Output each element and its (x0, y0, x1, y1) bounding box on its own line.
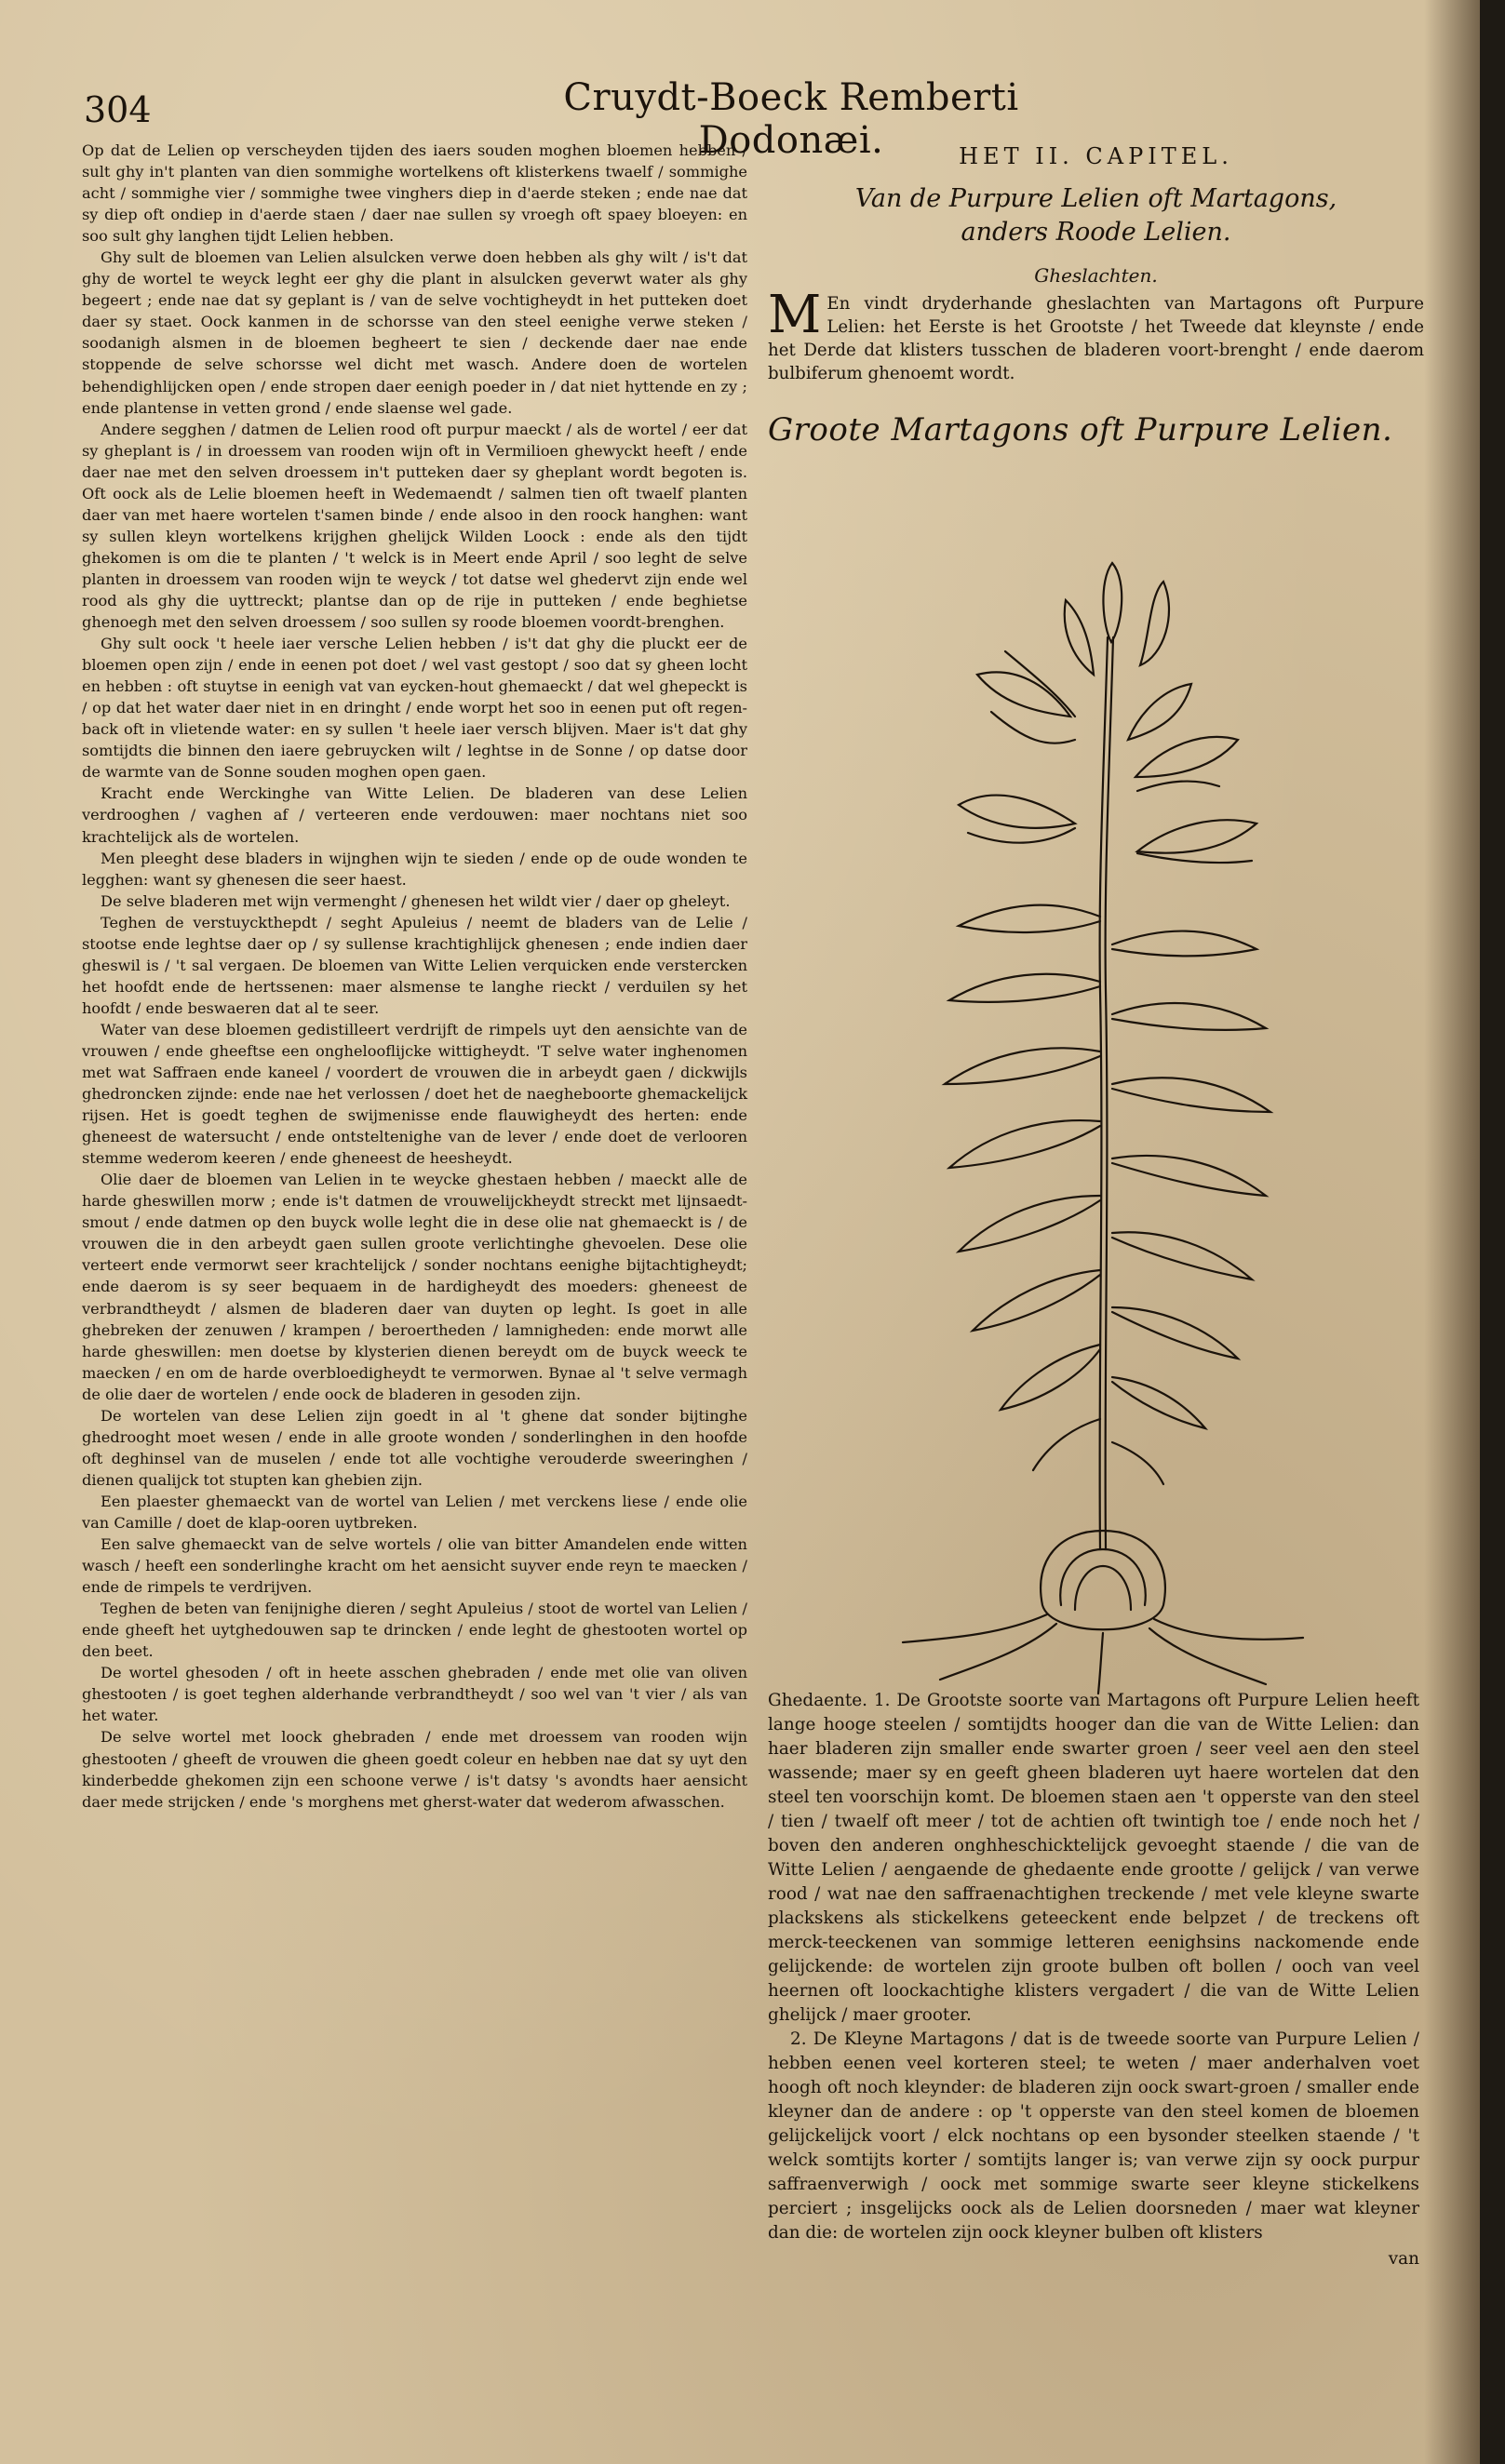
running-head: Cruydt-Boeck Remberti Dodonæi. (563, 76, 1019, 162)
paragraph: Ghy sult de bloemen van Lelien alsulcken verwe doen hebben als ghy wilt / is't dat ghy de wortel te weyck leght eer ghy die plant in alsulcken geverwt water als ghy begeert ; ende nae dat sy geplant is / van de selve vochtigheydt in het putteken doet daer sy staet. Oock kanmen in de schorsse van den steel eenighe verwe steken / soodanigh alsmen in de bloemen begheert te sien / deckende daer nae ende stoppende de selve schorsse wel dicht met wasch. Andere doen de wortelen behendighlijcken open / ende stropen daer eenigh poeder in / dat niet hyttende en zy ; ende plantense in vetten grond / ende slaense wel gade. (82, 248, 747, 417)
paragraph: De wortelen van dese Lelien zijn goedt in al 't ghene dat sonder bijtinghe ghedrooght moet wesen / ende in alle groote wonden / sonderlinghen in den hoofde oft deghinsel van de muselen / ende tot alle vochtighe verouderde sweeringhen / dienen qualijck tot stupten kan ghebien zijn. (82, 1406, 747, 1489)
paragraph: Teghen de verstuyckthepdt / seght Apuleius / neemt de bladers van de Lelie / stootse ende leghtse daer op / sy sullense krachtighlijck ghenesen ; ende indien daer gheswil is / 't sal vergaen. De bloemen van Witte Lelien verquicken ende verstercken het hoofdt ende de hertssenen: maer alsmense te langhe rieckt / verduilen sy het hoofdt / ende beswaeren dat al te seer. (82, 913, 747, 1017)
intro-text: En vindt dryderhande gheslachten van Martagons oft Purpure Lelien: het Eerste is het Grootste / het Tweede dat kleynste / ende het Derde dat klisters tusschen de bladeren voort-brenght / ende daerom bulbiferum ghenoemt wordt. (768, 294, 1424, 383)
paragraph: 2. De Kleyne Martagons / dat is de tweede soorte van Purpure Lelien / hebben eenen veel korteren steel; te weten / maer anderhalven voet hoogh oft noch kleynder: de bladeren zijn oock swart-groen / smaller ende kleyner dan de andere : op 't opperste van den steel komen de bloemen gelijckelijck voort / elck nochtans op een bysonder steelken staende / 't welck somtijts korter / somtijts langer is; van verwe zijn sy oock purpur saffraenverwigh / oock met sommige swarte seer kleyne stickelkens perciert ; insgelijcks oock als de Lelien doorsneden / maer wat kleyner dan die: de wortelen zijn oock kleyner bulben oft klisters (768, 2029, 1419, 2243)
right-text-column (768, 140, 1424, 2269)
paragraph: Ghy sult oock 't heele iaer versche Lelien hebben / is't dat ghy die pluckt eer de bloemen open zijn / ende in eenen pot doet / wel vast gestopt / soo dat sy gheen locht en hebben : oft stuytse in eenigh vat van eycken-hout ghemaeckt / dat wel ghepeckt is / op dat het water daer niet in en dringht / ende worpt het soo in eenen put oft regen-back oft in vlietende water: en sy sullen 't heele iaer versch blijven. Maer is't dat ghy somtijdts die binnen den iaere gebruycken wilt / leghtse in de Sonne / op datse door de warmte van de Sonne souden moghen open gaen. (82, 635, 747, 782)
paragraph: Een salve ghemaeckt van de selve wortels / olie van bitter Amandelen ende witten wasch / heeft een sonderlinghe kracht om het aensicht suyver ende reyn te maecken / ende de rimpels te verdrijven. (82, 1535, 747, 1597)
drop-cap: M (768, 285, 822, 345)
chapter-title-line: anders Roode Lelien. (961, 218, 1231, 247)
section-label: Gheslachten. (1034, 264, 1158, 287)
paragraph: Men pleeght dese bladers in wijnghen wijn te sieden / ende op de oude wonden te legghen: want sy ghenesen die seer haest. (82, 849, 747, 889)
paragraph: De selve wortel met loock ghebraden / ende met droessem van rooden wijn ghestooten / gheeft de vrouwen die gheen goedt coleur en hebben nae dat sy uyt den kinderbedde ghekomen zijn een schoone verwe / is't datsy 's avondts haer aensicht daer mede strijcken / ende 's morghens met gherst-water dat wederom afwasschen. (82, 1728, 747, 1811)
lily-woodcut-illustration (884, 526, 1322, 1698)
catchword: van (1388, 2249, 1419, 2269)
page-number: 304 (84, 89, 152, 130)
paragraph: Een plaester ghemaeckt van de wortel van Lelien / met verckens liese / ende olie van Camille / doet de klap-ooren uytbreken. (82, 1492, 747, 1532)
left-text-column (82, 140, 747, 1813)
paragraph: Teghen de beten van fenijnighe dieren / seght Apuleius / stoot de wortel van Lelien / ende gheeft het uytghedouwen sap te drincken / ende leght de ghestooten wortel op den beet. (82, 1600, 747, 1661)
paragraph: De selve bladeren met wijn vermenght / ghenesen het wildt vier / daer op gheleyt. (101, 891, 731, 910)
lily-plant-icon (884, 526, 1322, 1698)
paragraph: Water van dese bloemen gedistilleert verdrijft de rimpels uyt den aensichte van de vrouwen / ende gheeftse een onghelooflijcke wittigheydt. 'T selve water inghenomen met wat Saffraen ende kaneel / voordert de vrouwen die in arbeydt gaen / dickwijls ghedroncken zijnde: ende nae het verlossen / doet het de naegheboorte ghemackelijck rijsen. Het is goedt teghen de swijmenisse ende flauwigheydt des herten: ende gheneest de watersucht / ende ontsteltenighe van de lever / ende doet de verlooren stemme wederom keeren / ende gheneest de heesheydt. (82, 1020, 747, 1168)
paragraph: De wortel ghesoden / oft in heete asschen ghebraden / ende met olie van oliven ghestooten / is goet teghen alderhande verbrandtheydt / soo wel van 't vier / als van het water. (82, 1664, 747, 1725)
paragraph: Kracht ende Werckinghe van Witte Lelien. De bladeren van dese Lelien verdrooghen / vaghen af / verteeren ende verdouwen: maer nochtans niet soo krachtelijck als de wortelen. (82, 784, 747, 846)
paragraph: Olie daer de bloemen van Lelien in te weycke ghestaen hebben / maeckt alle de harde gheswillen morw ; ende is't datmen de vrouwelijckheydt streckt met lijnsaedt-smout / ende datmen op den buyck wolle leght die in dese olie nat ghemaeckt is / de vrouwen die in den arbeydt gaen sullen groote verlichtinghe ghevoelen. Dese olie verteert ende vermorwt seer krachtelijck / sonder nochtans eenighe bijtachtigheydt; ende daerom is sy seer bequaem in de hardigheydt des moeders: gheneest de verbrandtheydt / alsmen de bladeren daer van duyten op leght. Is goet in alle ghebreken der zenuwen / krampen / beroertheden / lamnigheden: ende morwt alle harde gheswillen: men doetse by klysterien dienen bereydt om de buyck weeck te maecken / en om de harde overbloedigheydt te vermorwen. Bynae al 't selve vermagh de olie daer de wortelen / ende oock de bladeren in gesoden zijn. (82, 1171, 747, 1403)
paragraph: Ghedaente. 1. De Grootste soorte van Martagons oft Purpure Lelien heeft lange hooge steelen / somtijdts hooger dan die van de Witte Lelien: dan haer bladeren zijn smaller ende swarter groen / seer veel aen den steel wassende; maer sy en geeft gheen bladeren uyt haere wortelen dat den steel ten voorschijn komt. De bloemen staen aen 't opperste van den steel / tien / twaelf oft meer / tot de achtien oft twintigh toe / ende noch het / boven den anderen onghheschicktelijck gevoeght staende / die van de Witte Lelien / aengaende de ghedaente ende grootte / gelijck / van verwe rood / wat nae den saffraenachtighen treckende / met vele kleyne swarte plackskens als stickelkens geteeckent ende belpzet / de treckens oft merck-teeckenen van sommige letteren eenighsins nackomende ende gelijckende: de wortelen zijn groote bulben oft bollen / ooch van veel heernen oft loockachtighe klisters vergadert / die van de Witte Lelien ghelijck / maer grooter. (768, 1691, 1419, 2025)
intro-paragraph (768, 285, 1424, 385)
paragraph: Op dat de Lelien op verscheyden tijden des iaers souden moghen bloemen hebben / sult ghy in't planten van dien sommighe wortelkens oft klisterkens twaelf / sommighe acht / sommighe vier / sommighe twee vinghers diep in d'aerde steken ; ende nae dat sy diep oft ondiep in d'aerde staen / daer nae sullen sy vroegh oft spaey bloeyen: en soo sult ghy langhen tijdt Lelien hebben. (82, 141, 747, 246)
chapter-title-line: Van de Purpure Lelien oft Martagons, (854, 184, 1337, 213)
spine-shadow (1424, 0, 1480, 2464)
paragraph: Andere segghen / datmen de Lelien rood oft purpur maeckt / als de wortel / eer dat sy gheplant is / in droessem van rooden wijn oft in Vermilioen ghewyckt heeft / ende daer nae met den selven droessem in't putteken daer sy gheplant wordt begoten is. Oft oock als de Lelie bloemen heeft in Wedemaendt / salmen tien oft twaelf planten daer van met haere wortelen t'samen binde / ende alsoo in den roock hanghen: want sy sullen kleyn wortelkens krijghen ghelijck Wilden Loock : ende als den tijdt ghekomen is om die te planten / 't welck is in Meert ende April / soo leght de selve planten in droessem van rooden wijn te weyck / tot datse wel ghedervt zijn ende wel rood als ghy die uyttreckt; plantse dan op de rije in putteken / ende beghietse ghenoegh met den selven droessem / soo sullen sy roode bloemen voordt-brenghen. (82, 420, 747, 632)
chapter-title (768, 182, 1424, 249)
description-text (768, 1689, 1419, 2271)
figure-caption: Groote Martagons oft Purpure Lelien. (768, 411, 1393, 449)
chapter-heading: HET II. CAPITEL. (959, 143, 1233, 169)
